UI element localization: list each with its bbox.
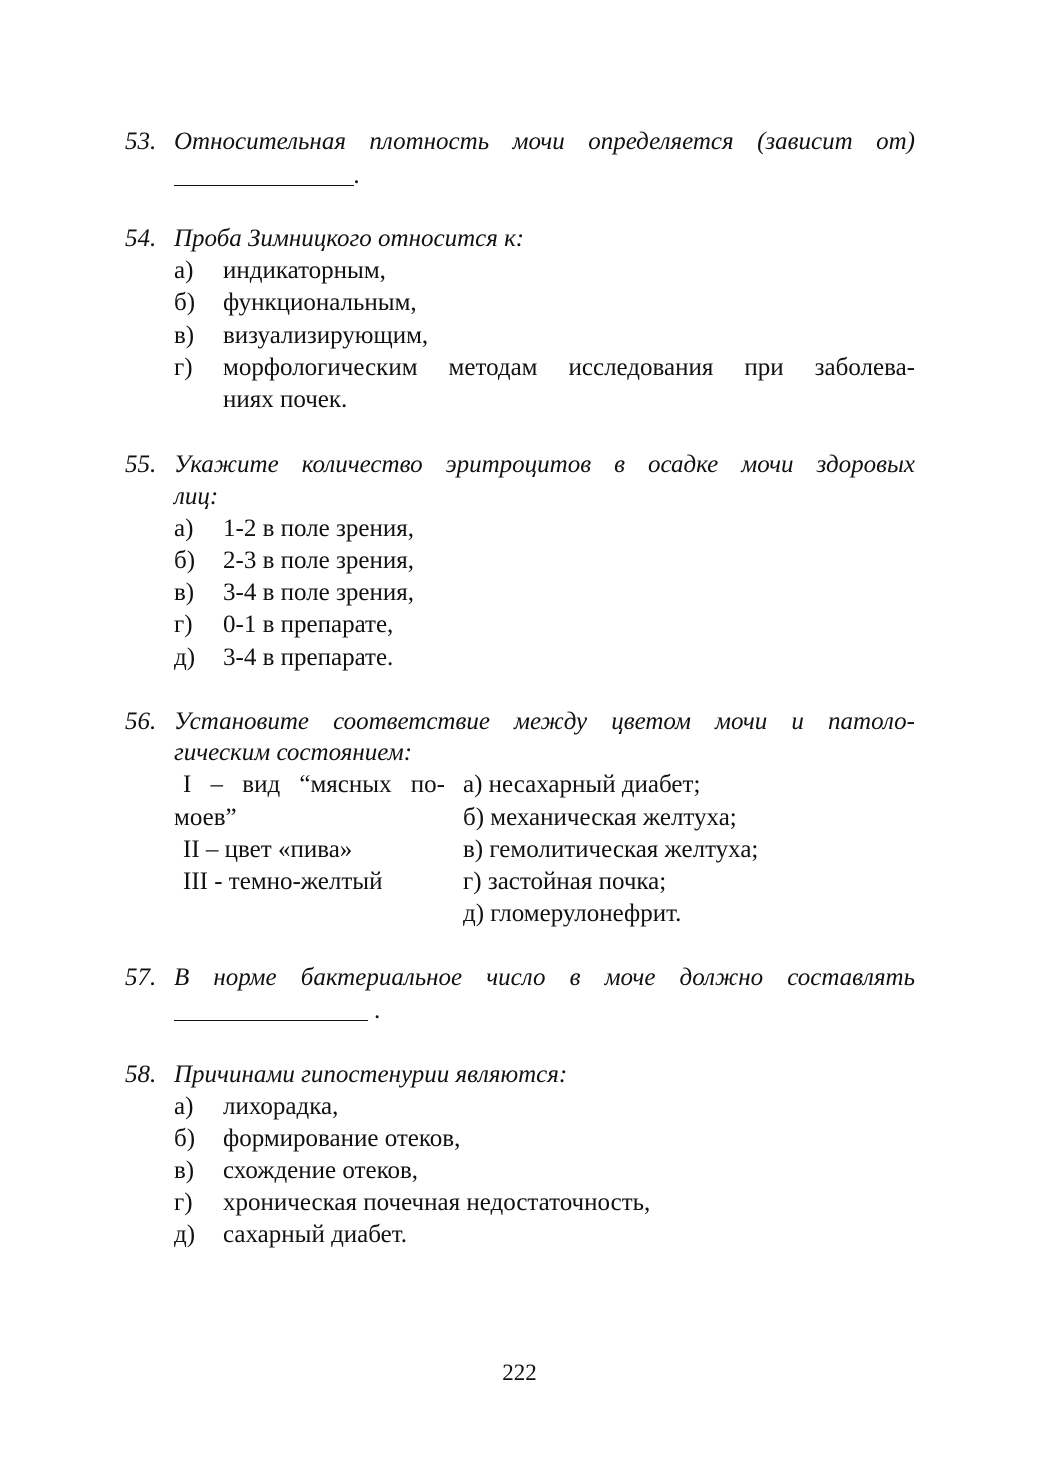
- option-letter: б): [174, 547, 196, 574]
- option: [174, 1091, 915, 1123]
- question-text: Относительная плотность мочи определяется (зависит от): [174, 128, 915, 155]
- option: [174, 287, 915, 319]
- question-56: [125, 706, 915, 738]
- option-text: хроническая почечная недостаточность,: [223, 1189, 651, 1216]
- answer-blank: [174, 1020, 368, 1021]
- option-text: индикаторным,: [223, 257, 386, 284]
- option-text: 2-3 в поле зрения,: [223, 547, 414, 574]
- option: [174, 1155, 915, 1187]
- option-letter: а): [174, 515, 194, 542]
- blank-period: .: [354, 162, 361, 189]
- match-right-item: в) гемолитическая желтуха;: [463, 836, 759, 863]
- question-number: 55.: [125, 451, 157, 478]
- question-text: Причинами гипостенурии являются:: [174, 1061, 568, 1088]
- match-left-item: моев”: [174, 804, 237, 831]
- question-53: [125, 126, 915, 158]
- match-left-item: III - темно-желтый: [183, 868, 383, 895]
- match-right-item: б) механическая желтуха;: [463, 804, 737, 831]
- option-text: 3-4 в поле зрения,: [223, 579, 414, 606]
- question-continuation: гическим состоянием:: [174, 739, 413, 766]
- option: [174, 320, 915, 352]
- option: [174, 1187, 915, 1219]
- question-57: [125, 962, 915, 994]
- question-number: 54.: [125, 225, 157, 252]
- option: [174, 577, 915, 609]
- option: [174, 642, 915, 674]
- blank-period: .: [374, 997, 381, 1024]
- match-left-item: I – вид “мясных по-: [183, 771, 445, 798]
- option-text: лихорадка,: [223, 1093, 339, 1120]
- question-number: 53.: [125, 128, 157, 155]
- option-letter: б): [174, 1125, 196, 1152]
- match-right-item: г) застойная почка;: [463, 868, 667, 895]
- option-letter: г): [174, 354, 193, 381]
- option-text: сахарный диабет.: [223, 1221, 408, 1248]
- option: [174, 352, 915, 384]
- option-continuation: ниях почек.: [223, 386, 348, 413]
- option-letter: в): [174, 1157, 195, 1184]
- question-number: 56.: [125, 708, 157, 735]
- option-text: функциональным,: [223, 289, 417, 316]
- question-number: 57.: [125, 964, 157, 991]
- option: [174, 609, 915, 641]
- option: [174, 545, 915, 577]
- match-right-item: д) гломерулонефрит.: [463, 900, 682, 927]
- option-letter: в): [174, 322, 195, 349]
- option-text: 0-1 в препарате,: [223, 611, 394, 638]
- question-text: Проба Зимницкого относится к:: [174, 225, 525, 252]
- option-text: визуализирующим,: [223, 322, 429, 349]
- question-continuation: лиц:: [174, 483, 219, 510]
- option-text: формирование отеков,: [223, 1125, 461, 1152]
- option-text: 3-4 в препарате.: [223, 644, 394, 671]
- option-text: 1-2 в поле зрения,: [223, 515, 414, 542]
- option-letter: в): [174, 579, 195, 606]
- match-left-item: II – цвет «пива»: [183, 836, 353, 863]
- question-55: [125, 449, 915, 481]
- question-text: В норме бактериальное число в моче должно составлять: [174, 964, 915, 991]
- option-letter: б): [174, 289, 196, 316]
- option: [174, 1123, 915, 1155]
- option-letter: а): [174, 257, 194, 284]
- question-text: Укажите количество эритроцитов в осадке мочи здоровых: [174, 451, 915, 478]
- option-text: морфологическим методам исследования при заболева-: [223, 354, 915, 381]
- option: [174, 255, 915, 287]
- page-number: 222: [502, 1360, 537, 1385]
- option-letter: д): [174, 1221, 196, 1248]
- match-right-item: а) несахарный диабет;: [463, 771, 701, 798]
- option-text: схождение отеков,: [223, 1157, 419, 1184]
- question-54: [125, 223, 915, 255]
- option-letter: г): [174, 1189, 193, 1216]
- answer-blank: [174, 185, 354, 186]
- question-text: Установите соответствие между цветом мочи и патоло-: [174, 708, 915, 735]
- option-letter: а): [174, 1093, 194, 1120]
- option: [174, 1219, 915, 1251]
- option: [174, 513, 915, 545]
- question-58: [125, 1059, 915, 1091]
- option-letter: г): [174, 611, 193, 638]
- option-letter: д): [174, 644, 196, 671]
- question-number: 58.: [125, 1061, 157, 1088]
